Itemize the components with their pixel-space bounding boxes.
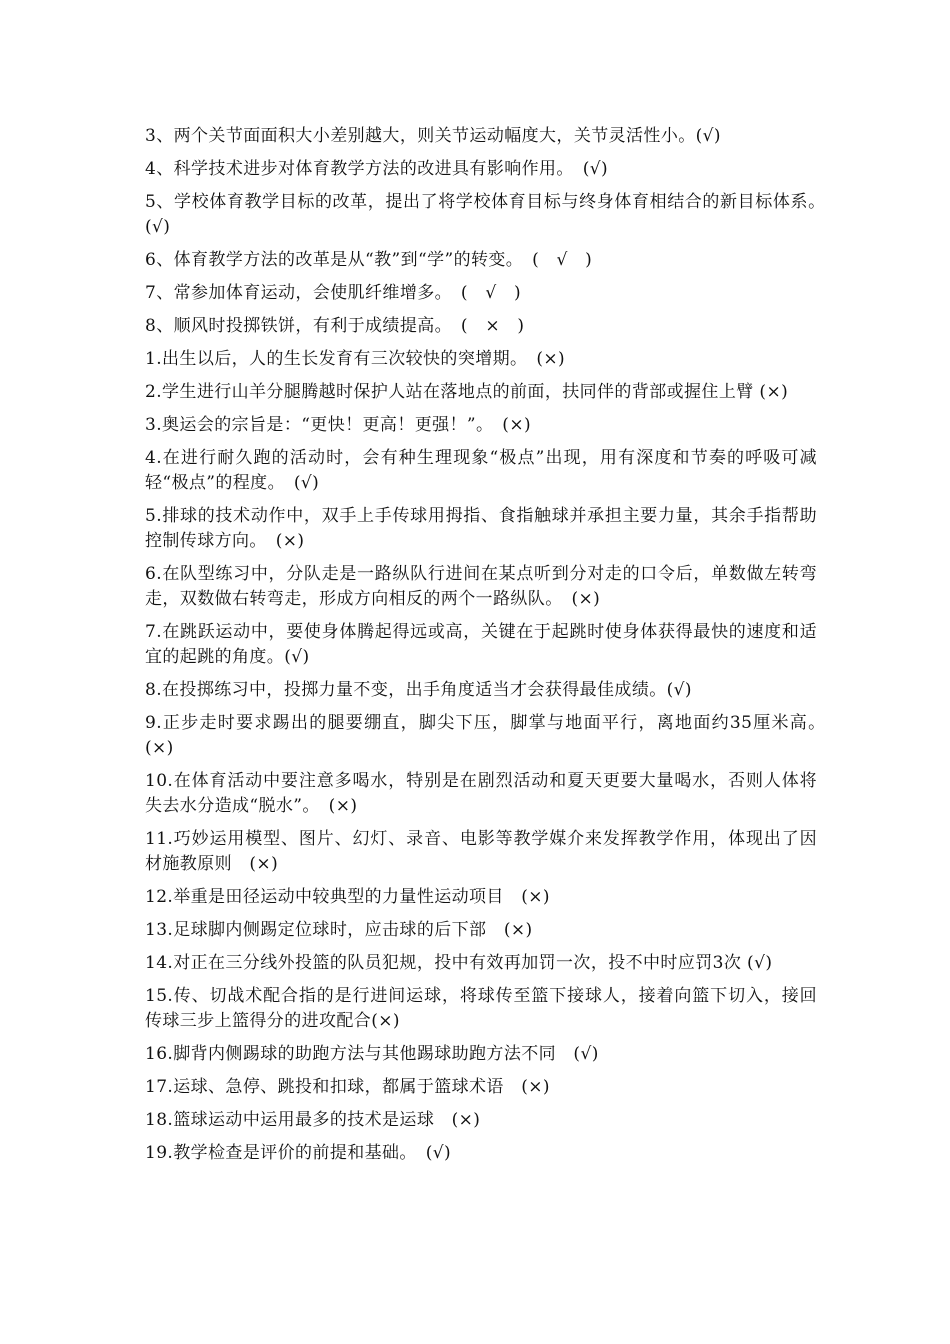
question-item: 8、顺风时投掷铁饼，有利于成绩提高。 ( × ) [145,316,525,336]
question-item: 15.传、切战术配合指的是行进间运球，将球传至篮下接球人，接着向篮下切入，接回传球三步上篮得分的进攻配合(×) [145,986,817,1031]
question-item: 17.运球、急停、跳投和扣球，都属于篮球术语 (×) [145,1077,550,1097]
question-item: 7.在跳跃运动中，要使身体腾起得远或高，关键在于起跳时使身体获得最快的速度和适宜的起跳的角度。(√) [145,622,817,667]
question-item: 1.出生以后，人的生长发育有三次较快的突增期。 (×) [145,349,566,369]
question-item: 7、常参加体育运动，会使肌纤维增多。 ( √ ) [145,283,522,303]
question-item: 4.在进行耐久跑的活动时，会有种生理现象“极点”出现，用有深度和节奏的呼吸可减轻“极点”的程度。 (√) [145,448,817,493]
question-item: 3、两个关节面面积大小差别越大，则关节运动幅度大，关节灵活性小。(√) [145,126,721,146]
question-item: 5、学校体育教学目标的改革，提出了将学校体育目标与终身体育相结合的新目标体系。 (√) [145,192,835,237]
question-item: 18.篮球运动中运用最多的技术是运球 (×) [145,1110,481,1130]
question-item: 13.足球脚内侧踢定位球时，应击球的后下部 (×) [145,920,533,940]
question-item: 6、体育教学方法的改革是从“教”到“学”的转变。 ( √ ) [145,250,593,270]
question-item: 8.在投掷练习中，投掷力量不变，出手角度适当才会获得最佳成绩。(√) [145,680,692,700]
question-item: 4、科学技术进步对体育教学方法的改进具有影响作用。 (√) [145,159,609,179]
question-item: 10.在体育活动中要注意多喝水，特别是在剧烈活动和夏天更要大量喝水，否则人体将失去水分造成“脱水”。 (×) [145,771,817,816]
question-item: 14.对正在三分线外投篮的队员犯规，投中有效再加罚一次，投不中时应罚3次 (√) [145,953,773,973]
question-item: 12.举重是田径运动中较典型的力量性运动项目 (×) [145,887,550,907]
question-item: 3.奥运会的宗旨是：“更快！更高！更强！”。 (×) [145,415,532,435]
question-item: 19.教学检查是评价的前提和基础。 (√) [145,1143,452,1163]
question-item: 11.巧妙运用模型、图片、幻灯、录音、电影等教学媒介来发挥教学作用，体现出了因材施教原则 (×) [145,829,817,874]
question-item: 6.在队型练习中，分队走是一路纵队行进间在某点听到分对走的口令后，单数做左转弯走，双数做右转弯走，形成方向相反的两个一路纵队。 (×) [145,564,817,609]
question-item: 5.排球的技术动作中，双手上手传球用拇指、食指触球并承担主要力量，其余手指帮助控制传球方向。 (×) [145,506,817,551]
document-page [145,124,835,1174]
question-item: 2.学生进行山羊分腿腾越时保护人站在落地点的前面，扶同伴的背部或握住上臂 (×) [145,382,789,402]
question-item: 9.正步走时要求踢出的腿要绷直，脚尖下压，脚掌与地面平行，离地面约35厘米高。 (×) [145,713,835,758]
question-item: 16.脚背内侧踢球的助跑方法与其他踢球助跑方法不同 (√) [145,1044,599,1064]
